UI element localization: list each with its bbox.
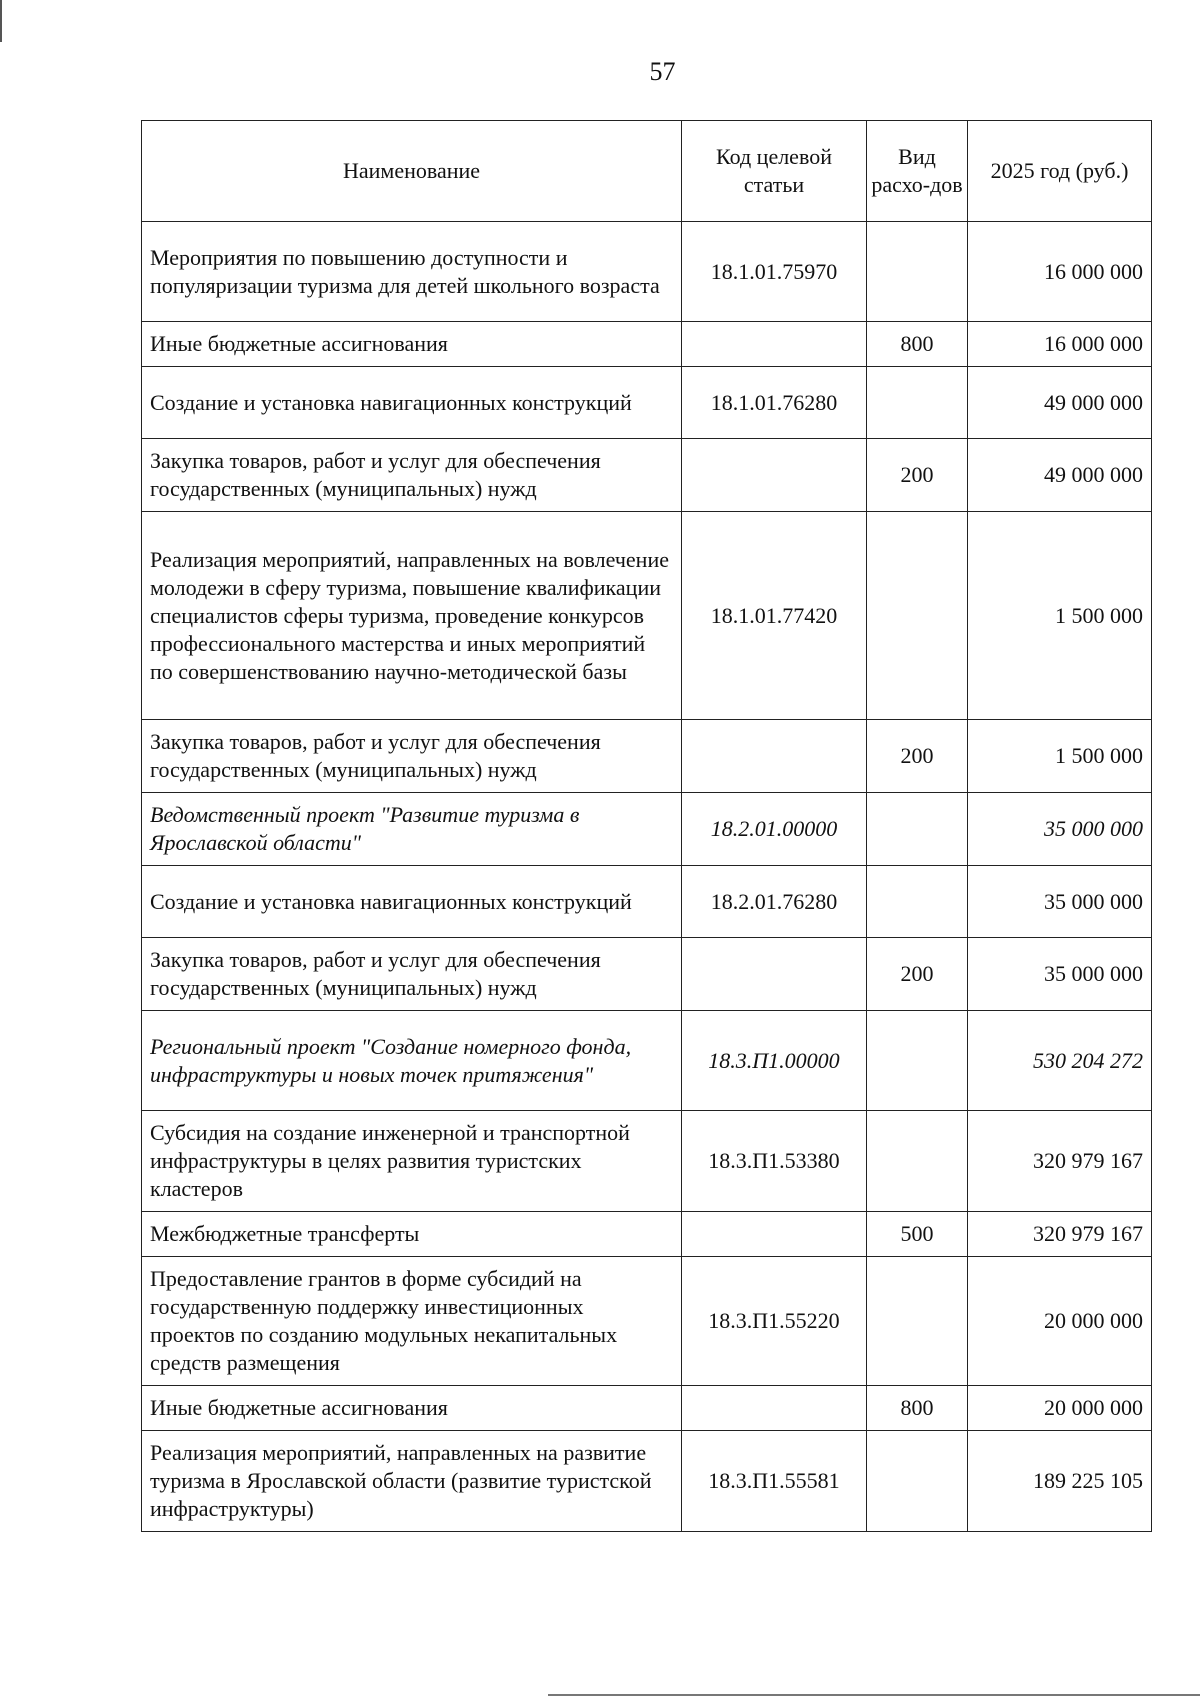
row-name: Предоставление грантов в форме субсидий на государственную поддержку инвестиционных проектов по созданию модульных некапитальных средств размещения [142, 1257, 682, 1386]
budget-table [141, 120, 1152, 1532]
row-amount: 16 000 000 [968, 322, 1152, 367]
row-name: Субсидия на создание инженерной и транспортной инфраструктуры в целях развития туристских кластеров [142, 1111, 682, 1212]
row-kind [867, 367, 968, 439]
header-name: Наименование [142, 121, 682, 222]
scan-edge-mark-bottom [548, 1694, 1200, 1696]
row-name: Закупка товаров, работ и услуг для обеспечения государственных (муниципальных) нужд [142, 720, 682, 793]
table-row [142, 866, 1152, 938]
table-row [142, 1011, 1152, 1111]
row-code: 18.3.П1.53380 [682, 1111, 867, 1212]
row-name: Иные бюджетные ассигнования [142, 1386, 682, 1431]
row-amount: 1 500 000 [968, 720, 1152, 793]
row-kind [867, 793, 968, 866]
row-name: Закупка товаров, работ и услуг для обеспечения государственных (муниципальных) нужд [142, 439, 682, 512]
row-name: Региональный проект "Создание номерного фонда, инфраструктуры и новых точек притяжения" [142, 1011, 682, 1111]
row-code: 18.3.П1.55220 [682, 1257, 867, 1386]
row-name: Реализация мероприятий, направленных на развитие туризма в Ярославской области (развитие туристской инфраструктуры) [142, 1431, 682, 1532]
row-code [682, 720, 867, 793]
row-kind: 200 [867, 439, 968, 512]
row-kind [867, 1257, 968, 1386]
row-amount: 49 000 000 [968, 439, 1152, 512]
row-amount: 35 000 000 [968, 866, 1152, 938]
row-amount: 189 225 105 [968, 1431, 1152, 1532]
row-amount: 49 000 000 [968, 367, 1152, 439]
row-name: Мероприятия по повышению доступности и популяризации туризма для детей школьного возраста [142, 222, 682, 322]
row-name: Иные бюджетные ассигнования [142, 322, 682, 367]
header-code: Код целевой статьи [682, 121, 867, 222]
row-name: Межбюджетные трансферты [142, 1212, 682, 1257]
table-header-row [142, 121, 1152, 222]
row-name: Ведомственный проект "Развитие туризма в Ярославской области" [142, 793, 682, 866]
table-row [142, 1431, 1152, 1532]
row-kind: 800 [867, 1386, 968, 1431]
table-row [142, 720, 1152, 793]
row-kind [867, 512, 968, 720]
row-code [682, 1212, 867, 1257]
row-kind [867, 866, 968, 938]
table-row [142, 322, 1152, 367]
row-amount: 20 000 000 [968, 1257, 1152, 1386]
table-row [142, 793, 1152, 866]
row-kind [867, 222, 968, 322]
row-kind: 200 [867, 720, 968, 793]
row-kind [867, 1011, 968, 1111]
row-amount: 35 000 000 [968, 793, 1152, 866]
table-row [142, 512, 1152, 720]
row-code: 18.2.01.00000 [682, 793, 867, 866]
row-kind: 200 [867, 938, 968, 1011]
table-row [142, 1386, 1152, 1431]
row-kind: 500 [867, 1212, 968, 1257]
row-code: 18.1.01.77420 [682, 512, 867, 720]
row-amount: 530 204 272 [968, 1011, 1152, 1111]
row-name: Закупка товаров, работ и услуг для обеспечения государственных (муниципальных) нужд [142, 938, 682, 1011]
table-row [142, 439, 1152, 512]
row-amount: 35 000 000 [968, 938, 1152, 1011]
row-code: 18.1.01.75970 [682, 222, 867, 322]
row-amount: 320 979 167 [968, 1212, 1152, 1257]
table-row [142, 1111, 1152, 1212]
row-name: Реализация мероприятий, направленных на вовлечение молодежи в сферу туризма, повышение квалификации специалистов сферы туризма, проведение конкурсов профессионального мастерства и иных мероприятий по совершенствованию научно-методической базы [142, 512, 682, 720]
row-amount: 1 500 000 [968, 512, 1152, 720]
row-name: Создание и установка навигационных конструкций [142, 866, 682, 938]
row-amount: 16 000 000 [968, 222, 1152, 322]
row-code: 18.3.П1.55581 [682, 1431, 867, 1532]
row-amount: 320 979 167 [968, 1111, 1152, 1212]
row-name: Создание и установка навигационных конструкций [142, 367, 682, 439]
header-amount: 2025 год (руб.) [968, 121, 1152, 222]
row-code [682, 1386, 867, 1431]
row-code: 18.3.П1.00000 [682, 1011, 867, 1111]
table-row [142, 1257, 1152, 1386]
table-row [142, 222, 1152, 322]
row-code [682, 439, 867, 512]
row-kind [867, 1111, 968, 1212]
scan-edge-mark [0, 0, 2, 42]
row-kind: 800 [867, 322, 968, 367]
header-kind: Вид расхо-дов [867, 121, 968, 222]
row-code: 18.2.01.76280 [682, 866, 867, 938]
row-code [682, 938, 867, 1011]
row-amount: 20 000 000 [968, 1386, 1152, 1431]
table-row [142, 938, 1152, 1011]
row-code [682, 322, 867, 367]
row-code: 18.1.01.76280 [682, 367, 867, 439]
table-row [142, 1212, 1152, 1257]
table-row [142, 367, 1152, 439]
page-number: 57 [649, 57, 676, 86]
row-kind [867, 1431, 968, 1532]
